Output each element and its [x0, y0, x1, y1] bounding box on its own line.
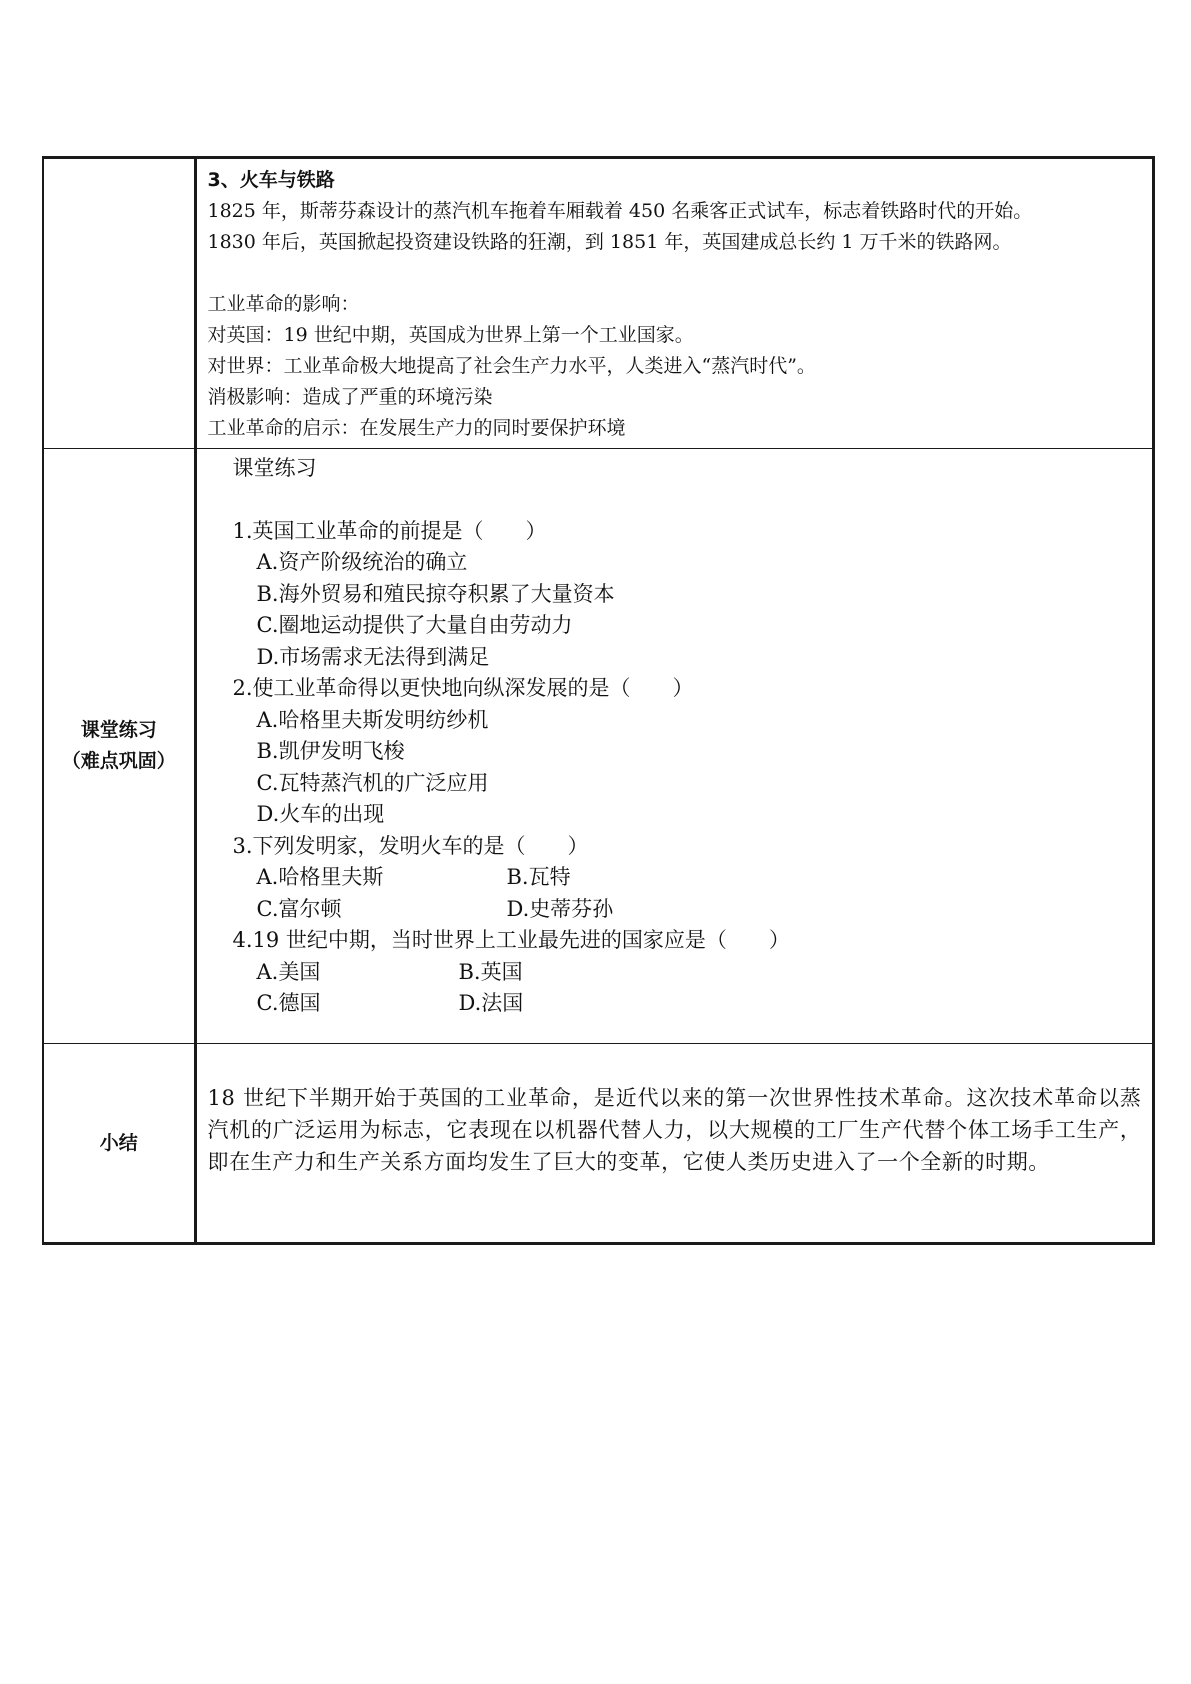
question-1-option-b: B.海外贸易和殖民掠夺积累了大量资本 [256, 581, 615, 606]
impact-line: 消极影响：造成了严重的环境污染 [207, 386, 493, 408]
summary-text: 18 世纪下半期开始于英国的工业革命，是近代以来的第一次世界性技术革命。这次技术革命以蒸汽机的广泛运用为标志，它表现在以机器代替人力，以大规模的工厂生产代替个体工场手工生产，即在生产力和生产关系方面均发生了巨大的变革，它使人类历史进入了一个全新的时期。 [207, 1086, 1142, 1174]
content-line: 1830 年后，英国掀起投资建设铁路的狂潮，到 1851 年，英国建成总长约 1 万千米的铁路网。 [207, 231, 1012, 253]
railway-content-cell [195, 158, 1153, 449]
question-4-options-row-2 [233, 988, 1144, 1020]
question-1-option-a: A.资产阶级统治的确立 [256, 550, 468, 574]
question-4-stem: 4.19 世纪中期，当时世界上工业最先进的国家应是（ ） [232, 928, 790, 952]
section-heading: 3、火车与铁路 [207, 169, 335, 191]
question-2-option-c: C.瓦特蒸汽机的广泛应用 [256, 770, 489, 795]
question-1-option-c: C.圈地运动提供了大量自由劳动力 [256, 613, 573, 637]
exercise-label-cell [43, 449, 195, 1044]
exercise-content-cell [195, 449, 1153, 1044]
question-3-stem: 3.下列发明家，发明火车的是（ ） [232, 833, 589, 858]
impact-line: 对英国：19 世纪中期，英国成为世界上第一个工业国家。 [207, 324, 694, 346]
question-2-option-a: A.哈格里夫斯发明纺纱机 [256, 707, 489, 732]
summary-content-cell [195, 1044, 1153, 1244]
exercise-label: 课堂练习 [80, 719, 157, 741]
question-4-options-row-1 [233, 957, 1144, 989]
question-3-options-row-2 [233, 894, 1144, 926]
blank-line [208, 258, 1144, 289]
question-4-option-c: C.德国 [256, 991, 321, 1015]
question-2-stem: 2.使工业革命得以更快地向纵深发展的是（ ） [232, 676, 694, 700]
exercise-title: 课堂练习 [232, 456, 317, 480]
question-4-option-b: B.英国 [458, 959, 523, 984]
question-1-stem: 1.英国工业革命的前提是（ ） [232, 518, 547, 543]
lesson-table [42, 156, 1155, 1245]
exercise-sublabel: （难点巩固） [61, 750, 176, 772]
question-1-option-d: D.市场需求无法得到满足 [256, 644, 490, 669]
question-3-options-row-1 [233, 862, 1144, 894]
question-3-option-d: D.史蒂芬孙 [506, 896, 614, 921]
question-2-option-d: D.火车的出现 [256, 802, 385, 826]
exercise-row [43, 449, 1153, 1044]
railway-row [43, 158, 1153, 449]
question-3-option-b: B.瓦特 [506, 865, 571, 889]
impact-line: 对世界：工业革命极大地提高了社会生产力水平，人类进入“蒸汽时代”。 [207, 355, 816, 377]
summary-label-cell [43, 1044, 195, 1244]
question-2-option-b: B.凯伊发明飞梭 [256, 739, 405, 763]
railway-row-label-cell [43, 158, 195, 449]
question-4-option-a: A.美国 [256, 959, 321, 984]
question-3-option-a: A.哈格里夫斯 [256, 865, 384, 889]
impact-line: 工业革命的启示：在发展生产力的同时要保护环境 [207, 417, 626, 439]
summary-label: 小结 [99, 1131, 138, 1154]
impact-title: 工业革命的影响： [207, 293, 360, 315]
content-line: 1825 年，斯蒂芬森设计的蒸汽机车拖着车厢载着 450 名乘客正式试车，标志着铁路时代的开始。 [207, 200, 1033, 222]
summary-row [43, 1044, 1153, 1244]
question-3-option-c: C.富尔顿 [256, 896, 342, 921]
blank-line [233, 485, 1144, 516]
question-4-option-d: D.法国 [458, 991, 524, 1015]
